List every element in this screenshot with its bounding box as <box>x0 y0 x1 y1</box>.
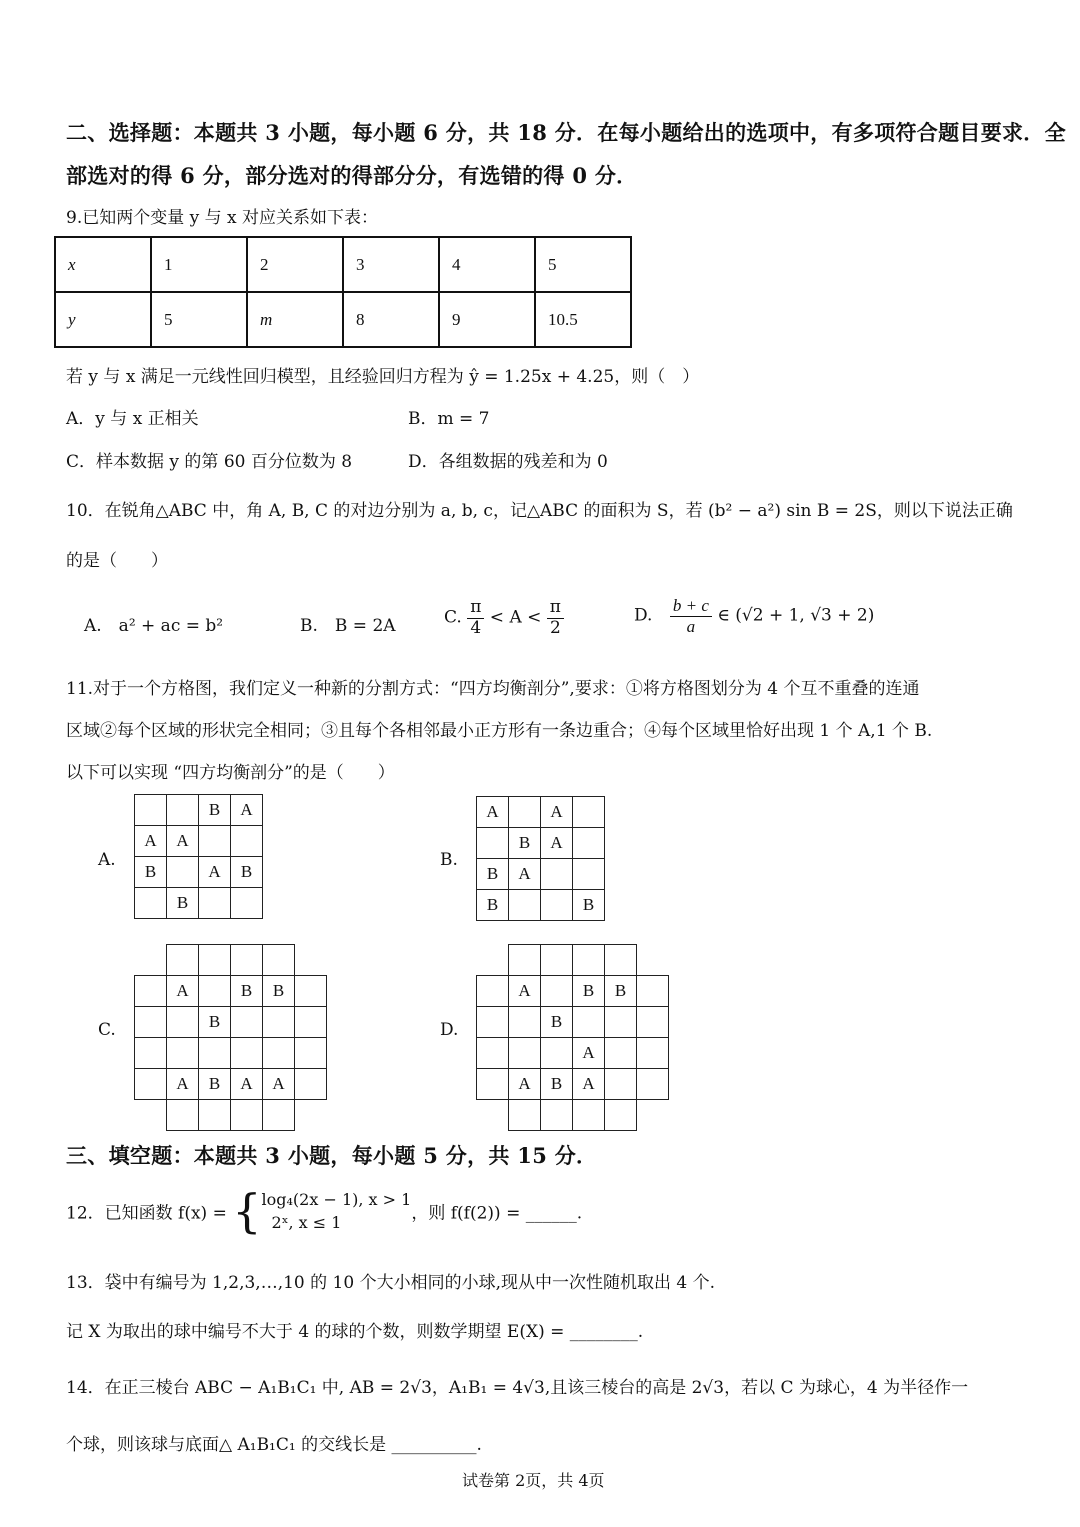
q10-stem-cont: 的是（ ） <box>66 551 168 571</box>
grid-cell: A <box>199 857 231 888</box>
grid-empty-corner <box>477 1100 509 1131</box>
grid-row <box>135 976 327 1007</box>
grid-row <box>135 1007 327 1038</box>
table-cell: 2 <box>247 237 343 292</box>
grid-cell: A <box>231 1069 263 1100</box>
grid-cell <box>263 1038 295 1069</box>
table-cell: 10.5 <box>535 292 631 347</box>
page-footer: 试卷第 2页，共 4页 <box>462 1471 605 1490</box>
grid-cell <box>637 976 669 1007</box>
grid-cell <box>509 1100 541 1131</box>
grid-cell <box>605 945 637 976</box>
denominator: 2 <box>549 617 561 638</box>
grid-empty-corner <box>295 1100 327 1131</box>
grid-cell: B <box>477 890 509 921</box>
grid-row <box>135 857 263 888</box>
grid-cell <box>637 1069 669 1100</box>
grid-cell <box>541 976 573 1007</box>
grid-empty-corner <box>135 945 167 976</box>
pi-over-4 <box>467 598 484 638</box>
grid-cell <box>167 1007 199 1038</box>
grid-row <box>477 1007 669 1038</box>
b-plus-c-over-a <box>670 596 712 636</box>
table-cell: 4 <box>439 237 535 292</box>
grid-cell: B <box>573 890 605 921</box>
grid-cell <box>135 976 167 1007</box>
grid-cell <box>263 945 295 976</box>
grid-cell: B <box>199 1007 231 1038</box>
grid-cell: B <box>509 828 541 859</box>
grid-cell <box>573 1007 605 1038</box>
grid-cell <box>541 1038 573 1069</box>
grid-row <box>477 859 605 890</box>
grid-cell <box>477 1007 509 1038</box>
grid-a <box>134 794 263 919</box>
pi-over-2 <box>547 598 564 638</box>
grid-a-label: A. <box>98 850 116 870</box>
grid-d-label: D. <box>440 1020 459 1040</box>
grid-cell <box>295 1069 327 1100</box>
grid-cell <box>509 890 541 921</box>
q13-line2: 记 X 为取出的球中编号不大于 4 的球的个数，则数学期望 E(X) = ________. <box>66 1322 644 1342</box>
grid-cell: B <box>231 976 263 1007</box>
grid-cell: A <box>573 1069 605 1100</box>
grid-cell: B <box>231 857 263 888</box>
q10-stem: 10．在锐角△ABC 中，角 A, B, C 的对边分别为 a, b, c，记△ABC 的面积为 S，若 (b² − a²) sin B = 2S，则以下说法正确 <box>66 501 1013 521</box>
grid-cell <box>199 1100 231 1131</box>
grid-cell <box>541 1100 573 1131</box>
case-2: 2ˣ, x ≤ 1 <box>271 1213 342 1233</box>
grid-row <box>477 797 605 828</box>
q12-prefix: 12．已知函数 f(x) = <box>66 1203 233 1224</box>
grid-cell <box>573 945 605 976</box>
grid-cell <box>541 890 573 921</box>
grid-row <box>135 1038 327 1069</box>
table-cell: 3 <box>343 237 439 292</box>
denominator: 4 <box>470 617 482 638</box>
inequality: < A < <box>484 607 547 628</box>
grid-cell <box>509 1038 541 1069</box>
grid-empty-corner <box>135 1100 167 1131</box>
grid-cell <box>263 1007 295 1038</box>
q9-table <box>54 236 632 348</box>
grid-cell <box>541 859 573 890</box>
grid-cell: B <box>199 1069 231 1100</box>
table-cell: 5 <box>535 237 631 292</box>
grid-empty-corner <box>477 945 509 976</box>
grid-cell <box>541 945 573 976</box>
q13-line1: 13．袋中有编号为 1,2,3,…,10 的 10 个大小相同的小球,现从中一次性随机取出 4 个. <box>66 1273 716 1293</box>
grid-cell <box>573 1100 605 1131</box>
grid-cell <box>135 795 167 826</box>
grid-cell <box>477 976 509 1007</box>
option-label: D. <box>634 605 653 626</box>
grid-cell <box>477 828 509 859</box>
grid-cell <box>135 888 167 919</box>
grid-cell: A <box>509 859 541 890</box>
table-cell: y <box>55 292 151 347</box>
grid-cell <box>231 1007 263 1038</box>
grid-cell: B <box>477 859 509 890</box>
grid-cell <box>167 1038 199 1069</box>
grid-row <box>477 1100 669 1131</box>
grid-cell <box>199 945 231 976</box>
grid-row <box>135 1100 327 1131</box>
q9-option-c: C．样本数据 y 的第 60 百分位数为 8 <box>66 452 353 472</box>
grid-cell: B <box>263 976 295 1007</box>
grid-cell <box>573 828 605 859</box>
grid-cell: B <box>199 795 231 826</box>
numerator: b + c <box>670 596 712 617</box>
grid-row <box>135 945 327 976</box>
grid-row <box>477 890 605 921</box>
q9-option-d: D．各组数据的残差和为 0 <box>408 452 608 472</box>
q9-row-y <box>55 292 631 347</box>
q10-option-c <box>444 598 564 638</box>
grid-row <box>477 976 669 1007</box>
q12 <box>66 1184 583 1239</box>
grid-cell <box>509 797 541 828</box>
grid-cell <box>637 1007 669 1038</box>
grid-cell <box>295 1038 327 1069</box>
grid-cell <box>477 1038 509 1069</box>
grid-cell: A <box>541 828 573 859</box>
section-2-heading-line2: 部选对的得 6 分，部分选对的得部分分，有选错的得 0 分． <box>66 163 638 188</box>
numerator: π <box>547 598 564 619</box>
q11-line3: 以下可以实现 “四方均衡剖分”的是（ ） <box>66 763 395 783</box>
q9-row-x <box>55 237 631 292</box>
grid-b-label: B. <box>440 850 458 870</box>
grid-c-label: C. <box>98 1020 116 1040</box>
numerator: π <box>467 598 484 619</box>
option-label: C. <box>444 607 462 628</box>
q9-condition: 若 y 与 x 满足一元线性回归模型，且经验回归方程为 ŷ = 1.25x + 4.25，则（ ） <box>66 367 700 387</box>
grid-cell <box>199 1038 231 1069</box>
grid-cell: B <box>135 857 167 888</box>
grid-cell <box>509 1007 541 1038</box>
grid-cell <box>477 1069 509 1100</box>
table-cell: m <box>247 292 343 347</box>
grid-cell <box>199 976 231 1007</box>
q10-option-a: A. a² + ac = b² <box>84 616 224 636</box>
grid-cell: A <box>167 1069 199 1100</box>
grid-cell <box>199 826 231 857</box>
grid-cell: B <box>541 1007 573 1038</box>
q14-line2: 个球，则该球与底面△ A₁B₁C₁ 的交线长是 __________. <box>66 1435 482 1455</box>
table-cell: 8 <box>343 292 439 347</box>
grid-cell <box>605 1100 637 1131</box>
grid-cell: A <box>477 797 509 828</box>
grid-empty-corner <box>637 1100 669 1131</box>
grid-cell <box>605 1069 637 1100</box>
grid-row <box>135 888 263 919</box>
grid-empty-corner <box>295 945 327 976</box>
grid-row <box>477 1038 669 1069</box>
q10-option-b: B. B = 2A <box>300 616 396 636</box>
grid-row <box>477 945 669 976</box>
grid-cell <box>295 1007 327 1038</box>
grid-cell: A <box>263 1069 295 1100</box>
grid-cell: A <box>135 826 167 857</box>
grid-cell <box>605 1007 637 1038</box>
interval: ∈ (√2 + 1, √3 + 2) <box>717 605 875 626</box>
grid-cell <box>573 859 605 890</box>
grid-cell: A <box>509 976 541 1007</box>
q11-line2: 区域②每个区域的形状完全相同；③且每个各相邻最小正方形有一条边重合；④每个区域里恰好出现 1 个 A,1 个 B. <box>66 721 933 741</box>
grid-cell: A <box>167 976 199 1007</box>
grid-cell <box>167 795 199 826</box>
grid-cell <box>231 888 263 919</box>
grid-cell <box>231 826 263 857</box>
q9-option-b: B．m = 7 <box>408 409 490 429</box>
grid-cell: B <box>573 976 605 1007</box>
grid-empty-corner <box>637 945 669 976</box>
q11-line1: 11.对于一个方格图，我们定义一种新的分割方式：“四方均衡剖分”,要求：①将方格图划分为 4 个互不重叠的连通 <box>66 679 920 699</box>
grid-cell <box>135 1007 167 1038</box>
grid-cell: A <box>509 1069 541 1100</box>
q10-option-d <box>634 596 874 636</box>
grid-cell <box>167 1100 199 1131</box>
grid-cell <box>167 857 199 888</box>
grid-cell <box>509 945 541 976</box>
grid-cell <box>199 888 231 919</box>
grid-row <box>477 828 605 859</box>
grid-cell <box>605 1038 637 1069</box>
grid-cell <box>231 1100 263 1131</box>
grid-cell: B <box>541 1069 573 1100</box>
grid-cell: A <box>541 797 573 828</box>
table-cell: 5 <box>151 292 247 347</box>
grid-cell <box>231 945 263 976</box>
table-cell: 9 <box>439 292 535 347</box>
grid-row <box>135 826 263 857</box>
grid-cell <box>573 797 605 828</box>
grid-b <box>476 796 605 921</box>
grid-cell <box>231 1038 263 1069</box>
section-3-heading: 三、填空题：本题共 3 小题，每小题 5 分，共 15 分． <box>66 1143 598 1168</box>
grid-cell <box>263 1100 295 1131</box>
grid-cell: B <box>605 976 637 1007</box>
q9-stem: 9.已知两个变量 y 与 x 对应关系如下表： <box>66 208 379 228</box>
case-1: log₄(2x − 1), x > 1 <box>261 1190 412 1209</box>
table-cell: x <box>55 237 151 292</box>
grid-c <box>134 944 327 1131</box>
grid-row <box>135 795 263 826</box>
grid-row <box>477 1069 669 1100</box>
grid-cell <box>167 945 199 976</box>
section-2-heading-line1: 二、选择题：本题共 3 小题，每小题 6 分，共 18 分．在每小题给出的选项中，有多项符合题目要求．全 <box>66 120 1066 145</box>
grid-cell: B <box>167 888 199 919</box>
table-cell: 1 <box>151 237 247 292</box>
brace-symbol: { <box>232 1184 262 1239</box>
grid-cell <box>637 1038 669 1069</box>
grid-cell <box>135 1038 167 1069</box>
piecewise-cases <box>262 1188 412 1234</box>
grid-cell <box>135 1069 167 1100</box>
grid-d <box>476 944 669 1131</box>
q12-suffix: ，则 f(f(2)) = ______. <box>411 1203 583 1224</box>
denominator: a <box>686 616 696 636</box>
grid-cell <box>295 976 327 1007</box>
grid-cell: A <box>573 1038 605 1069</box>
q9-option-a: A．y 与 x 正相关 <box>66 409 199 429</box>
grid-cell: A <box>231 795 263 826</box>
grid-cell: A <box>167 826 199 857</box>
grid-row <box>135 1069 327 1100</box>
q14-line1: 14．在正三棱台 ABC − A₁B₁C₁ 中, AB = 2√3，A₁B₁ = 4√3,且该三棱台的高是 2√3，若以 C 为球心，4 为半径作一 <box>66 1378 969 1398</box>
